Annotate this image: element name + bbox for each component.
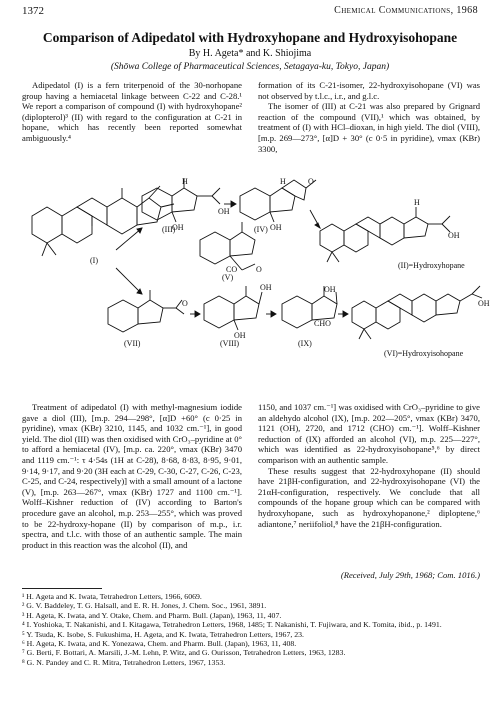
- atom-OH-IV: OH: [270, 223, 282, 232]
- left-column-intro: [22, 80, 242, 144]
- right-results-1: 1150, and 1037 cm.⁻¹] was oxidised with CrO₃–pyridine to give an aldehydo alcohol (IX), [m.p. 202—205°, νmax (KBr) 3470, 1121 (OH), 2720, and 1712 (CHO) cm.⁻¹]. Wolff–Kishner reduction of (IX) afforded an alcohol (VI), m.p. 225—227°, which was identified as 22-hydroxyisohopane⁵,⁶ by direct comparison with an authentic sample.: [258, 402, 480, 465]
- label-V: (V): [222, 273, 234, 282]
- reference-item: ⁷ G. Berti, F. Bottari, A. Marsili, J.-M. Lehn, P. Witz, and G. Ourisson, Tetrahedron Letters, 1963, 1283.: [22, 648, 346, 658]
- reference-item: ² G. V. Baddeley, T. G. Halsall, and E. R. H. Jones, J. Chem. Soc., 1961, 3891.: [22, 601, 267, 611]
- results-paragraph: Treatment of adipedatol (I) with methyl-magnesium iodide gave a diol (III), [m.p. 294—298°, [α]D +60° (c 0·25 in pyridine), νmax (KBr) 3210, 1145, and 1032 cm.⁻¹], in good yield. The diol (III) was then oxidised with CrO₃–pyridine at 0° to afford a hemiacetal (IV), [m.p. ca. 220°, νmax (KBr) 3470 and 1119 cm.⁻¹: τ 4·54s (1H at C-28), 8·68, 8·83, 8·95, 9·01, 9·14, 9·17, and 9·20 (3H each at C-29, C-30, C-27, C-26, C-23, C-25, and C-24, respectively)] with a small amount of a lactone (V), [m.p. 263—267°, νmax (KBr) 1727 and 1100 cm.⁻¹]. Wolff–Kishner reduction of (IV) according to Barton's procedure gave an alcohol, m.p. 253—255°, which was proved to be 22-hydroxy-hopane (II) by comparison of m.p., i.r. spectra, and t.l.c. with those of an authentic sample. The main product in this reaction was the alcohol (II), and: [22, 402, 242, 550]
- atom-OH-IX: OH: [324, 285, 336, 294]
- label-I: (I): [90, 256, 98, 265]
- reference-item: ⁴ I. Yoshioka, T. Nakanishi, and I. Kitagawa, Tetrahedron Letters, 1968, 1485; T. Nakanishi, T. Fujiwara, and K. Tomita, ibid., p. 1491.: [22, 620, 442, 630]
- right-results-2: These results suggest that 22-hydroxyhopane (II) should have 21βH-configuration, and 22-hydroxyisohopane (VI) the 21αH-configuration, respectively. We conclude that all compounds of the hopane group which can be compared with hydroxyhopane, such as hydroxyhopanone,² diploptene,⁶ adiantone,⁷ neriifoliol,⁸ have the 21βH-configuration.: [258, 465, 480, 529]
- atom-CHO-IX: CHO: [314, 319, 331, 328]
- right-column-results: [258, 402, 480, 529]
- label-IX: (IX): [298, 339, 312, 348]
- structure-VII: [108, 290, 184, 332]
- intro-paragraph: Adipedatol (I) is a fern triterpenoid of the 30-norhopane group having a hemiacetal linkage between C-22 and C-28.¹ We report a comparison of compound (I) with hydroxyhopane² (diplopterol)³ (II) with regard to the configuration at C-21 in hopane, which has recently been reported somewhat ambiguously.⁴: [22, 80, 242, 143]
- label-VII: (VII): [124, 339, 141, 348]
- structure-V: [200, 222, 255, 270]
- label-IV: (IV): [254, 225, 268, 234]
- structure-IV: [240, 180, 316, 222]
- right-para-1: formation of its C-21-isomer, 22-hydroxyisohopane (VI) was not observed by t.l.c., i.r., and g.l.c.: [258, 80, 480, 101]
- page-number: 1372: [22, 5, 44, 17]
- footnote-rule: [22, 588, 102, 589]
- received-date: (Received, July 29th, 1968; Com. 1016.): [340, 570, 480, 580]
- atom-H-IV: H: [280, 177, 286, 186]
- atom-OH-II: OH: [448, 231, 460, 240]
- reference-item: ⁸ G. N. Pandey and C. R. Mitra, Tetrahedron Letters, 1967, 1353.: [22, 657, 226, 667]
- atom-OH-III-side: OH: [218, 207, 230, 216]
- reference-item: ³ H. Ageta, K. Iwata, and Y. Otake, Chem. and Pharm. Bull. (Japan), 1963, 11, 407.: [22, 610, 282, 620]
- label-VIII: (VIII): [220, 339, 240, 348]
- atom-OH-VIII: OH: [260, 283, 272, 292]
- references-list: [22, 592, 482, 667]
- reference-item: ¹ H. Ageta and K. Iwata, Tetrahedron Letters, 1966, 6069.: [22, 592, 202, 601]
- left-column-results: [22, 402, 242, 550]
- reference-item: ⁶ H. Ageta, K. Iwata, and K. Yonezawa, Chem. and Pharm. Bull. (Japan), 1963, 11, 408.: [22, 639, 297, 649]
- right-para-2: The isomer of (III) at C-21 was also prepared by Grignard reaction of the compound (VII),¹ which was obtained, by treatment of (I) with HCl–dioxan, in high yield. The diol (VIII), [m.p. 269—273°, [α]D + 30° (c 0·5 in pyridine), νmax (KBr) 3300,: [258, 101, 480, 154]
- atom-O-V: O: [256, 265, 262, 274]
- article-title: Comparison of Adipedatol with Hydroxyhopane and Hydroxyisohopane: [42, 30, 458, 45]
- label-III: (III): [162, 225, 176, 234]
- atom-O-IV: O: [308, 177, 314, 186]
- atom-CO-V: CO: [226, 265, 238, 274]
- structure-III: [142, 178, 220, 222]
- structure-II: [320, 207, 450, 262]
- affiliation: (Shōwa College of Pharmaceutical Sciences, Setagaya-ku, Tokyo, Japan): [110, 62, 390, 72]
- authors: By H. Ageta* and K. Shiojima: [188, 48, 312, 59]
- atom-OH-VI: OH: [478, 299, 490, 308]
- atom-O-VII: O: [182, 299, 188, 308]
- label-VI: (VI)=Hydroxyisohopane: [384, 349, 464, 358]
- structure-I: [32, 186, 174, 256]
- atom-OH-III: OH: [172, 223, 184, 232]
- atom-H-III: H: [182, 177, 188, 186]
- structure-VIII: [204, 286, 262, 330]
- right-column-intro: [258, 80, 480, 154]
- journal-name: Chemical Communications, 1968: [334, 5, 478, 16]
- atom-OH-VIII-b: OH: [234, 331, 246, 340]
- reference-item: ⁵ Y. Tsuda, K. Isobe, S. Fukushima, H. Ageta, and K. Iwata, Tetrahedron Letters, 1967, 23.: [22, 629, 304, 639]
- structure-VI: [352, 286, 482, 339]
- atom-H-II: H: [414, 198, 420, 207]
- label-II: (II)=Hydroxyhopane: [398, 261, 465, 270]
- structures-figure: [12, 176, 490, 406]
